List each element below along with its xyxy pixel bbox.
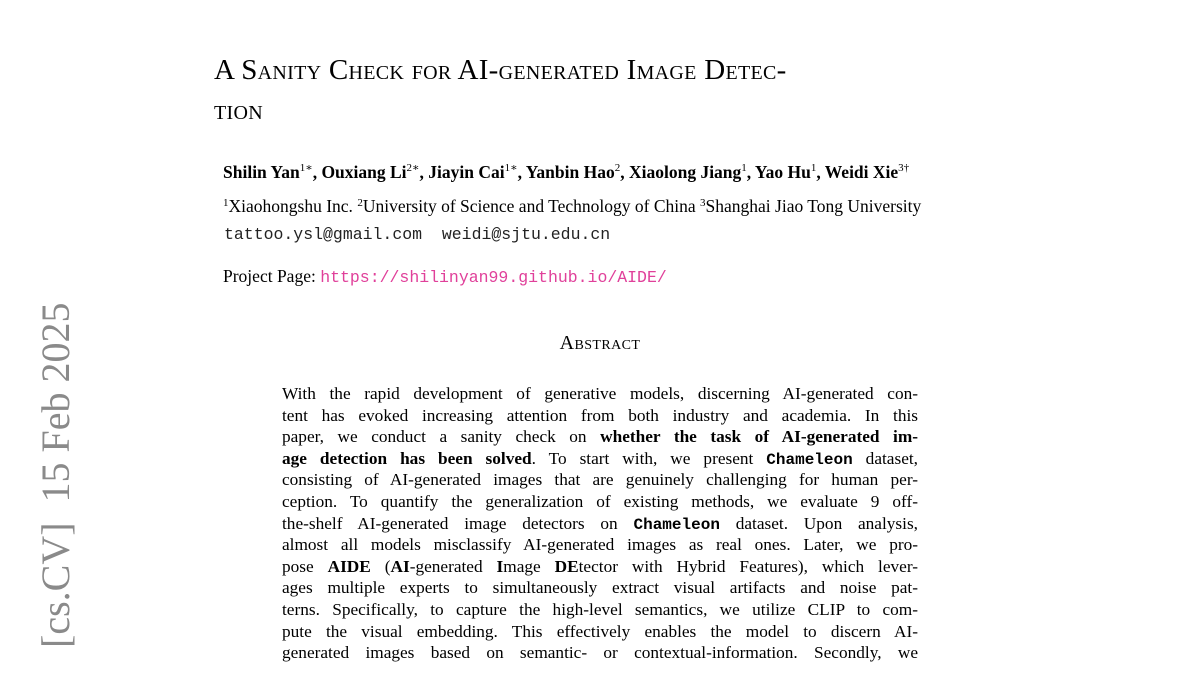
author-name: Jiayin Cai [428,162,505,182]
author-separator: , [517,162,526,182]
arxiv-side-stamp [6,300,96,648]
abstract-text: consisting of AI-generated images that are genuinely challenging for human per- [282,470,918,490]
emphasis-text: AIDE [327,556,371,576]
affiliation-name: University of Science and Technology of China [362,196,696,216]
abstract-text: ages multiple experts to simultaneously extract visual artifacts and noise pat- [282,578,918,598]
abstract-body [282,383,918,664]
project-page [223,263,923,291]
abstract-text: terns. Specifically, to capture the high-level semantics, we utilize CLIP to com- [282,599,918,619]
abstract-line [282,426,918,448]
abstract-line [282,556,918,578]
abstract-heading: Abstract [559,332,641,354]
abstract-line [282,621,918,643]
abstract-line [282,577,918,599]
arxiv-category: [cs.CV] [33,522,78,648]
abstract-line [282,469,918,491]
abstract-line [282,599,918,621]
emphasis-text: age detection has been solved [282,448,532,468]
author-affiliation-mark: 2 [614,162,621,174]
author-name: Yao Hu [754,162,811,182]
abstract-line [282,383,918,405]
affiliation-mark: 2 [357,197,363,209]
author-name: Shilin Yan [223,162,300,182]
affiliation-list [223,193,1053,219]
author-affiliation-mark: 3† [898,162,910,174]
dataset-name: Chameleon [633,515,720,534]
author-separator: , [312,162,322,182]
abstract-line [282,491,918,513]
paper-title [214,50,1004,130]
abstract-line [282,642,918,664]
abstract-text: dataset, [852,448,918,468]
author-name: Xiaolong Jiang [628,162,742,182]
abstract-line [282,534,918,556]
emphasis-text: DE [554,556,579,576]
abstract-text: tector with Hybrid Features), which lever- [578,556,919,576]
author-affiliation-mark: 1 [810,162,817,174]
abstract-text: the-shelf AI-generated image detectors on [282,513,634,533]
abstract-text: paper, we conduct a sanity check on [282,427,601,447]
affiliation-mark: 3 [700,197,706,209]
author-name: Yanbin Hao [525,162,615,182]
project-page-label: Project Page: [223,266,316,286]
author-list [223,158,1053,186]
abstract-text: -generated [409,556,497,576]
emphasis-text: whether the task of AI-generated im- [600,427,919,447]
author-affiliation-mark: 1∗ [299,162,313,174]
abstract-text: almost all models misclassify AI-generated images as real ones. Later, we pro- [282,535,918,555]
dataset-name: Chameleon [766,450,853,469]
abstract-text: With the rapid development of generative models, discerning AI-generated con- [282,384,918,403]
affiliation-name: Xiaohongshu Inc. [228,196,353,216]
abstract-line [282,405,918,427]
abstract-text: tent has evoked increasing attention from both industry and academia. In this [282,405,918,425]
project-page-link[interactable]: https://shilinyan99.github.io/AIDE/ [320,268,667,287]
abstract-text: pute the visual embedding. This effectively enables the model to discern AI- [282,621,918,641]
abstract-text: ception. To quantify the generalization of existing methods, we evaluate 9 off- [282,491,918,511]
email-list [224,223,824,247]
author-affiliation-mark: 2∗ [406,162,420,174]
arxiv-date: 15 Feb 2025 [33,302,78,503]
author-name: Weidi Xie [824,162,899,182]
abstract-text: mage [503,556,555,576]
author-name: Ouxiang Li [321,162,407,182]
abstract-text: . To start with, we present [531,448,767,468]
author-separator: , [419,162,429,182]
author-affiliation-mark: 1∗ [504,162,518,174]
affiliation-mark: 1 [223,197,229,209]
author-separator: , [816,162,825,182]
emphasis-text: I [496,556,504,576]
affiliation-name: Shanghai Jiao Tong University [705,196,922,216]
abstract-text: ( [370,556,391,576]
abstract-text: generated images based on semantic- or contextual-information. Secondly, we [282,643,918,663]
email-1[interactable]: tattoo.ysl@gmail.com [224,225,423,244]
author-affiliation-mark: 1 [741,162,747,174]
abstract-text: dataset. Upon analysis, [719,513,918,533]
abstract-text: pose [282,556,328,576]
paper-title-line-1: A Sanity Check for AI-generated Image Detec- [214,54,787,86]
abstract-line [282,513,918,535]
author-separator: , [746,162,755,182]
emphasis-text: AI [390,556,410,576]
email-2[interactable]: weidi@sjtu.edu.cn [441,225,611,244]
abstract-line [282,448,918,470]
author-separator: , [620,162,629,182]
paper-title-line-2: tion [214,94,263,126]
